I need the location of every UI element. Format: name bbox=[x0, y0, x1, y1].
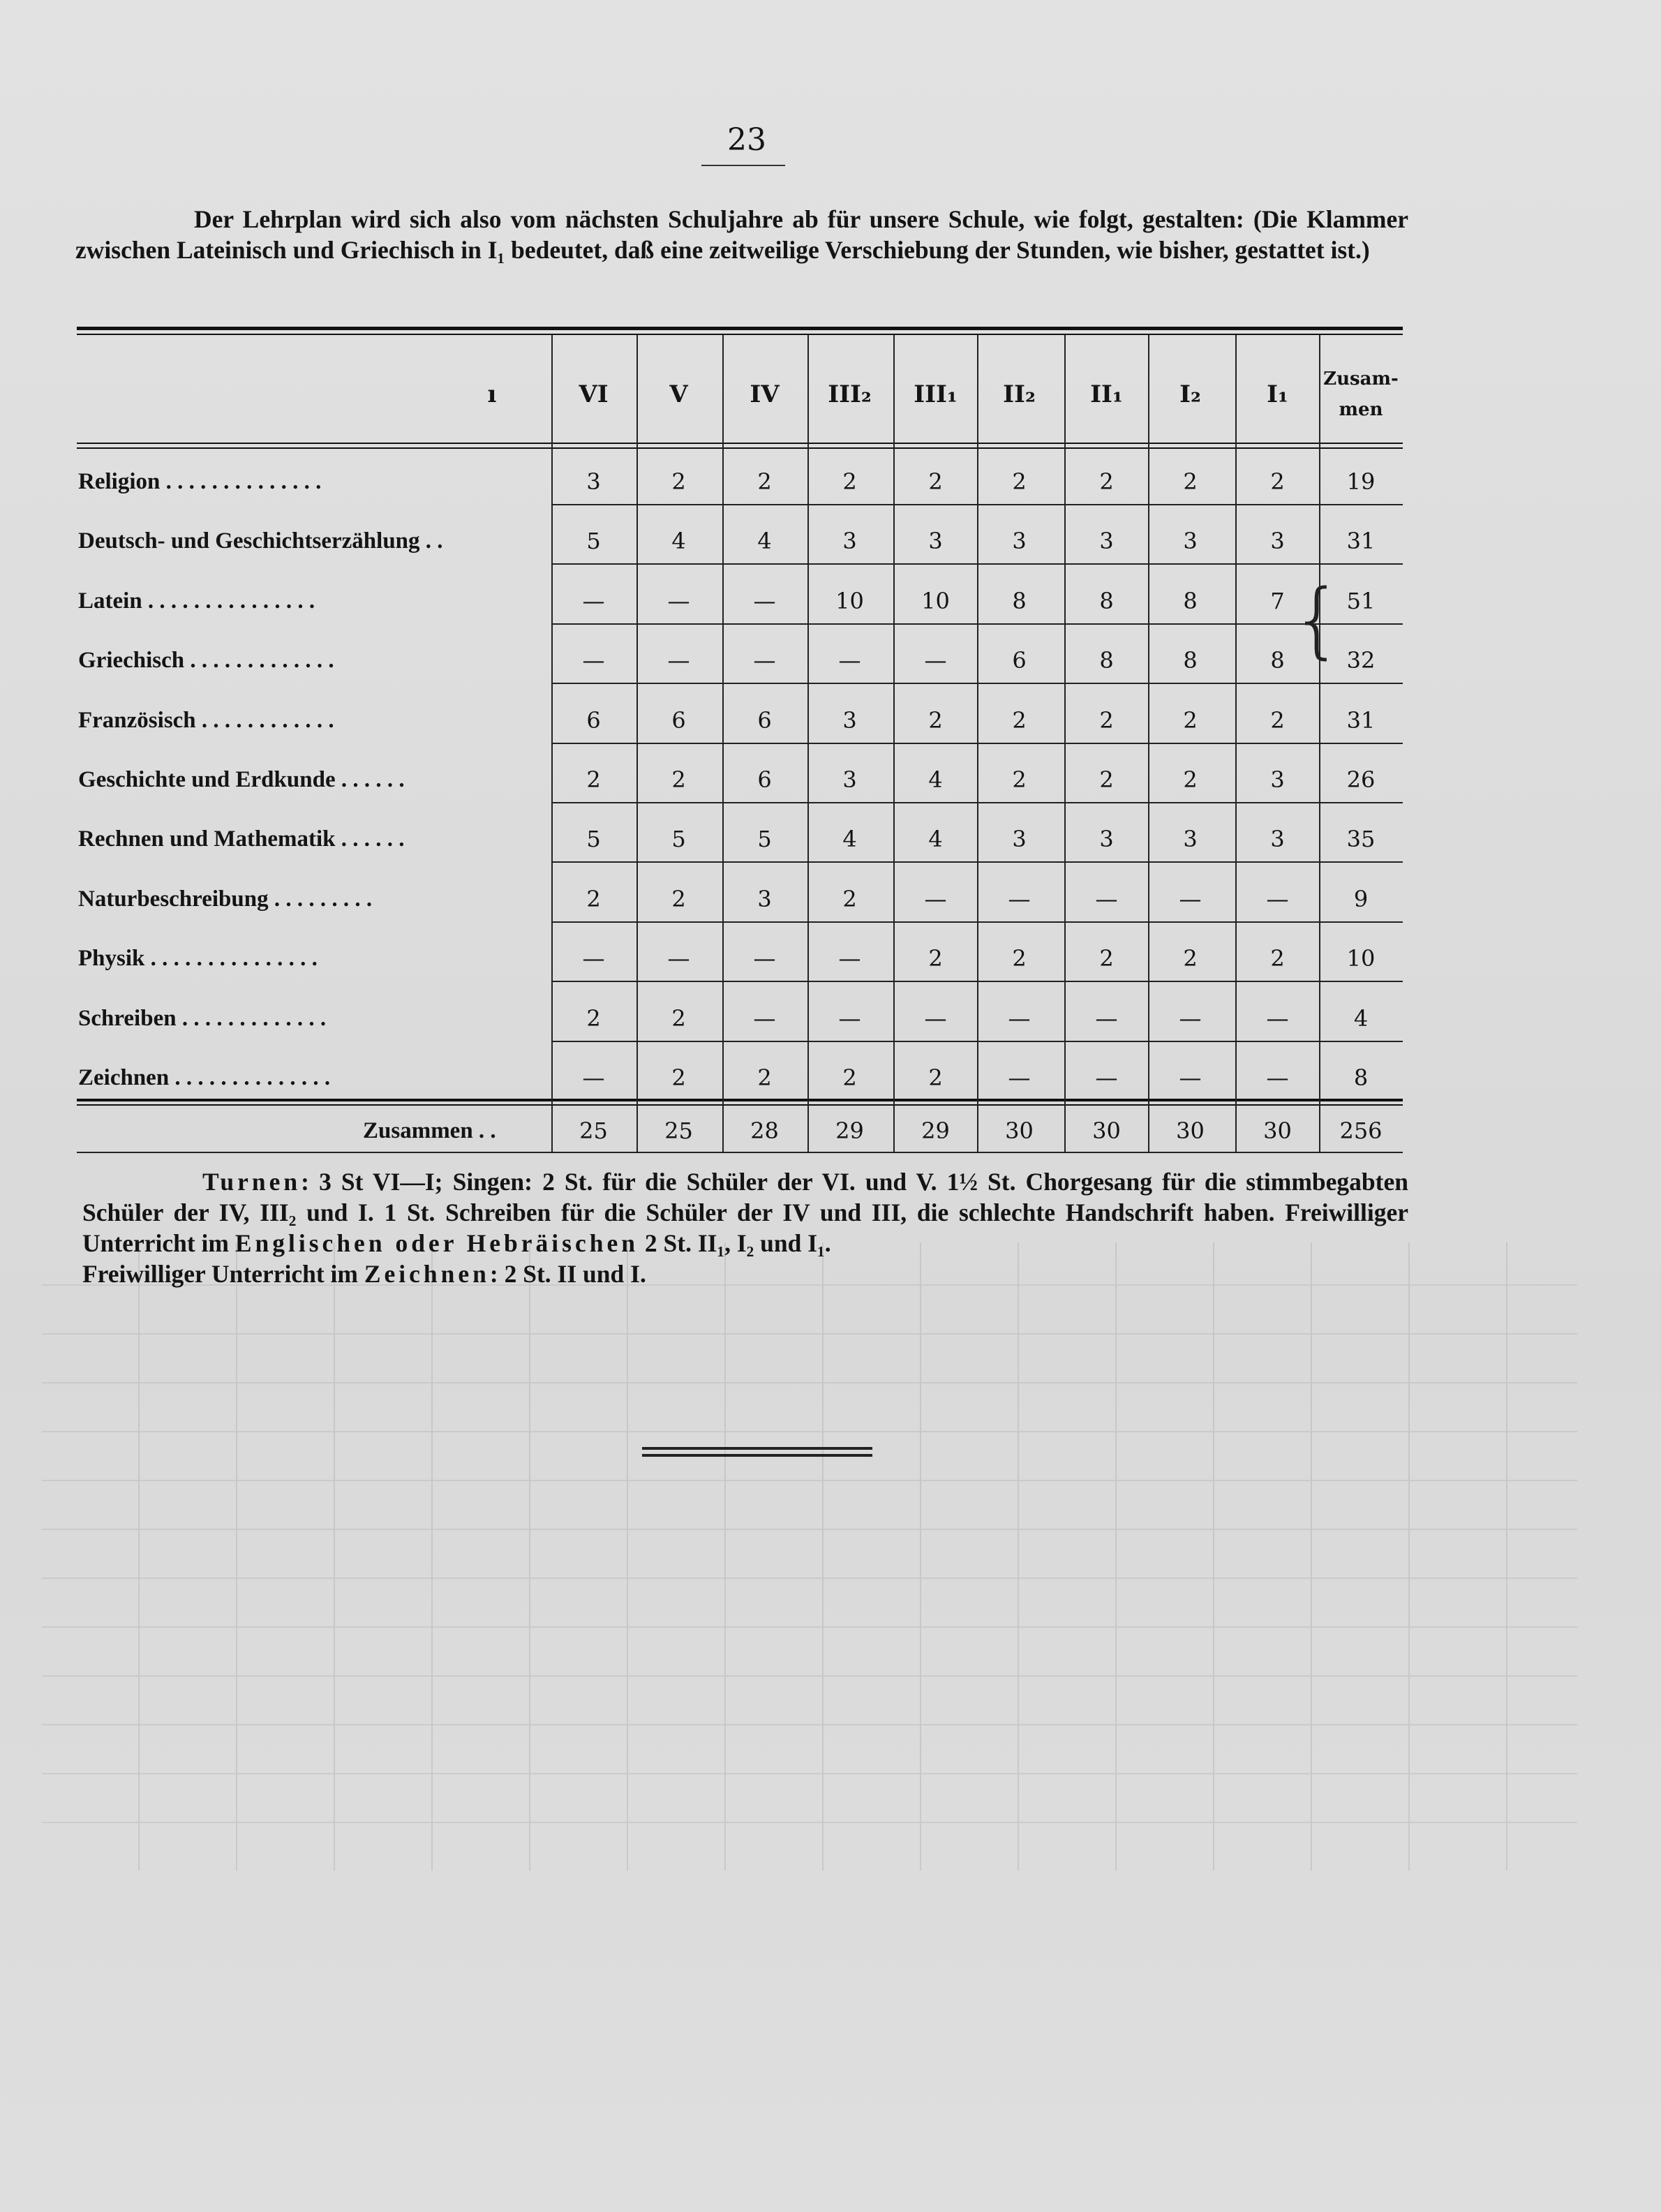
column-header: V bbox=[669, 380, 688, 408]
row-subject: Schreiben . . . . . . . . . . . . . bbox=[78, 1005, 327, 1031]
table-cell: 3 bbox=[1183, 826, 1198, 853]
table-cell: 3 bbox=[1183, 528, 1198, 555]
table-cell: 3 bbox=[586, 468, 601, 495]
table-cell: 2 bbox=[842, 1064, 857, 1091]
table-cell: 6 bbox=[586, 706, 601, 734]
table-top-rule-thin bbox=[77, 334, 1403, 335]
column-header: I₂ bbox=[1179, 380, 1201, 408]
table-cell: — bbox=[924, 647, 947, 674]
notes-paragraph bbox=[82, 1166, 1408, 1289]
row-subject: Naturbeschreibung . . . . . . . . . bbox=[78, 886, 373, 912]
table-cell: — bbox=[753, 1004, 776, 1032]
table-cell: 6 bbox=[1012, 647, 1027, 674]
table-cell: 2 bbox=[757, 1064, 772, 1091]
table-cell: — bbox=[582, 945, 605, 972]
table-cell: — bbox=[924, 885, 947, 912]
table-cell: 7 bbox=[1270, 587, 1285, 614]
row-subject: Geschichte und Erdkunde . . . . . . bbox=[78, 767, 405, 792]
row-rule bbox=[551, 743, 1403, 744]
table-cell: 2 bbox=[1099, 706, 1114, 734]
sum-total-cell: 256 bbox=[1339, 1118, 1383, 1144]
table-cell: 2 bbox=[1183, 706, 1198, 734]
column-header: III₁ bbox=[914, 380, 958, 408]
row-rule bbox=[551, 683, 1403, 684]
row-rule bbox=[551, 563, 1403, 565]
table-cell: 3 bbox=[1270, 826, 1285, 853]
row-rule bbox=[551, 802, 1403, 803]
table-cell: 2 bbox=[928, 468, 943, 495]
sum-cell: 25 bbox=[579, 1118, 608, 1144]
table-cell: — bbox=[838, 945, 861, 972]
row-total-cell: 10 bbox=[1346, 945, 1376, 972]
row-rule bbox=[551, 861, 1403, 863]
table-cell: — bbox=[667, 647, 690, 674]
table-cell: 2 bbox=[1183, 945, 1198, 972]
table-cell: 3 bbox=[842, 528, 857, 555]
englisch-label: Englischen bbox=[234, 1229, 386, 1257]
table-cell: 3 bbox=[1099, 826, 1114, 853]
table-cell: 5 bbox=[671, 826, 686, 853]
sum-cell: 30 bbox=[1263, 1118, 1292, 1144]
table-cell: — bbox=[667, 587, 690, 614]
hebraeisch-label: Hebräischen bbox=[466, 1229, 639, 1257]
table-cell: 3 bbox=[1012, 826, 1027, 853]
table-cell: 2 bbox=[1270, 468, 1285, 495]
table-cell: 3 bbox=[1270, 528, 1285, 555]
table-cell: — bbox=[1179, 885, 1202, 912]
table-cell: 5 bbox=[586, 528, 601, 555]
row-total-cell: 31 bbox=[1346, 706, 1376, 734]
table-cell: 3 bbox=[1270, 766, 1285, 793]
table-cell: 3 bbox=[842, 766, 857, 793]
notes-text-3: Freiwilliger Unterricht im bbox=[82, 1260, 364, 1288]
table-cell: 2 bbox=[1012, 706, 1027, 734]
table-cell: — bbox=[753, 945, 776, 972]
bleed-through-texture bbox=[42, 1242, 1577, 1871]
table-cell: 10 bbox=[835, 587, 864, 614]
table-top-rule bbox=[77, 327, 1403, 330]
column-header: II₂ bbox=[1003, 380, 1036, 408]
table-cell: 2 bbox=[586, 885, 601, 912]
table-cell: 2 bbox=[928, 1064, 943, 1091]
intro-paragraph: Der Lehrplan wird sich also vom nächsten Schuljahre ab für unsere Schule, wie folgt, gestalten: (Die Klammer zwischen Lateinisch und Griechisch in I₁ bedeutet, daß eine zeitweilige Verschiebung der Stunden, wie bisher, gestattet ist.) bbox=[75, 205, 1408, 264]
page-number: 23 bbox=[727, 122, 766, 158]
table-cell: 2 bbox=[1012, 766, 1027, 793]
total-header-line-1: Zusam- bbox=[1323, 369, 1399, 389]
table-bottom-rule bbox=[77, 1152, 1403, 1153]
table-cell: 2 bbox=[1183, 766, 1198, 793]
table-cell: 2 bbox=[586, 766, 601, 793]
table-cell: 3 bbox=[928, 528, 943, 555]
table-cell: 5 bbox=[586, 826, 601, 853]
table-cell: — bbox=[1266, 1004, 1289, 1032]
header-mark: ı bbox=[487, 380, 497, 408]
row-subject: Französisch . . . . . . . . . . . . bbox=[78, 707, 334, 733]
table-cell: 6 bbox=[757, 706, 772, 734]
column-header: VI bbox=[579, 380, 609, 408]
table-cell: 2 bbox=[842, 885, 857, 912]
table-cell: 8 bbox=[1183, 587, 1198, 614]
table-cell: 2 bbox=[1012, 468, 1027, 495]
table-cell: — bbox=[1266, 1064, 1289, 1091]
sum-cell: 30 bbox=[1092, 1118, 1121, 1144]
row-total-cell: 8 bbox=[1353, 1064, 1369, 1091]
row-rule bbox=[551, 921, 1403, 923]
end-double-rule-top bbox=[642, 1447, 872, 1450]
column-header: II₁ bbox=[1090, 380, 1123, 408]
sum-cell: 30 bbox=[1176, 1118, 1205, 1144]
end-double-rule-bottom bbox=[642, 1454, 872, 1457]
table-cell: 2 bbox=[1099, 766, 1114, 793]
turnen-label: Turnen bbox=[202, 1168, 301, 1196]
sum-cell: 29 bbox=[921, 1118, 950, 1144]
table-cell: 8 bbox=[1099, 587, 1114, 614]
column-header-total bbox=[1319, 356, 1403, 433]
table-cell: 8 bbox=[1099, 647, 1114, 674]
table-cell: 2 bbox=[1012, 945, 1027, 972]
table-cell: — bbox=[1095, 1064, 1118, 1091]
table-cell: 2 bbox=[928, 945, 943, 972]
sum-top-rule bbox=[77, 1099, 1403, 1101]
table-cell: — bbox=[1095, 1004, 1118, 1032]
table-cell: 8 bbox=[1270, 647, 1285, 674]
table-cell: 3 bbox=[757, 885, 772, 912]
row-total-cell: 32 bbox=[1346, 647, 1376, 674]
table-cell: — bbox=[1179, 1004, 1202, 1032]
table-cell: 6 bbox=[671, 706, 686, 734]
row-total-cell: 19 bbox=[1346, 468, 1376, 495]
table-cell: 2 bbox=[1183, 468, 1198, 495]
row-total-cell: 31 bbox=[1346, 528, 1376, 555]
row-subject: Griechisch . . . . . . . . . . . . . bbox=[78, 648, 334, 674]
table-cell: — bbox=[582, 647, 605, 674]
table-cell: 2 bbox=[928, 706, 943, 734]
table-cell: — bbox=[1266, 885, 1289, 912]
table-cell: 2 bbox=[1270, 945, 1285, 972]
table-cell: 2 bbox=[1270, 706, 1285, 734]
row-subject: Zeichnen . . . . . . . . . . . . . . bbox=[78, 1065, 331, 1090]
latin-greek-brace: { bbox=[1291, 571, 1344, 667]
table-cell: 6 bbox=[757, 766, 772, 793]
table-cell: 2 bbox=[1099, 945, 1114, 972]
table-cell: 4 bbox=[757, 528, 772, 555]
table-cell: 4 bbox=[928, 826, 943, 853]
table-cell: 2 bbox=[671, 1004, 686, 1032]
table-cell: 8 bbox=[1012, 587, 1027, 614]
notes-text-2: 2 St. II₁, I₂ und I₁. bbox=[639, 1229, 831, 1257]
table-cell: 2 bbox=[1099, 468, 1114, 495]
column-header: III₂ bbox=[828, 380, 872, 408]
table-cell: — bbox=[1008, 1004, 1031, 1032]
page-number-underline bbox=[701, 165, 785, 166]
row-total-cell: 9 bbox=[1353, 885, 1369, 912]
table-cell: — bbox=[838, 647, 861, 674]
table-cell: 4 bbox=[671, 528, 686, 555]
table-cell: 10 bbox=[921, 587, 950, 614]
row-subject: Latein . . . . . . . . . . . . . . . bbox=[78, 588, 315, 614]
table-cell: — bbox=[924, 1004, 947, 1032]
row-total-cell: 26 bbox=[1346, 766, 1376, 793]
table-cell: 3 bbox=[842, 706, 857, 734]
row-total-cell: 51 bbox=[1346, 587, 1376, 614]
table-cell: 8 bbox=[1183, 647, 1198, 674]
table-cell: — bbox=[667, 945, 690, 972]
row-subject: Rechnen und Mathematik . . . . . . bbox=[78, 826, 405, 852]
table-cell: — bbox=[1095, 885, 1118, 912]
notes-text-1: : 3 St VI—I; Singen: 2 St. für die Schüler der VI. und V. 1½ St. Chorgesang für die stimmbegabten Schüler der IV, III₂ und I. 1 St. Schreiben für die Schüler der IV und III, die schlechte Handschrift haben. Freiwilliger Unterricht im bbox=[82, 1168, 1408, 1257]
column-header: I₁ bbox=[1267, 380, 1288, 408]
table-cell: 5 bbox=[757, 826, 772, 853]
sum-label: Zusammen . . bbox=[363, 1118, 496, 1143]
row-subject: Religion . . . . . . . . . . . . . . bbox=[78, 469, 322, 494]
table-cell: 2 bbox=[842, 468, 857, 495]
total-header-line-2: men bbox=[1339, 399, 1383, 420]
table-cell: 2 bbox=[586, 1004, 601, 1032]
row-rule bbox=[551, 981, 1403, 982]
header-bottom-rule bbox=[77, 443, 1403, 444]
table-cell: — bbox=[582, 1064, 605, 1091]
table-cell: 4 bbox=[928, 766, 943, 793]
row-total-cell: 4 bbox=[1353, 1004, 1369, 1032]
table-cell: 3 bbox=[1012, 528, 1027, 555]
table-cell: 2 bbox=[671, 885, 686, 912]
oder-text: oder bbox=[385, 1229, 467, 1257]
table-cell: 3 bbox=[1099, 528, 1114, 555]
notes-text-4: : 2 St. II und I. bbox=[489, 1260, 646, 1288]
row-rule bbox=[551, 623, 1403, 625]
table-cell: — bbox=[582, 587, 605, 614]
sum-cell: 25 bbox=[664, 1118, 693, 1144]
row-total-cell: 35 bbox=[1346, 826, 1376, 853]
zeichnen-label: Zeichnen bbox=[364, 1260, 490, 1288]
sum-cell: 28 bbox=[750, 1118, 779, 1144]
table-cell: 4 bbox=[842, 826, 857, 853]
table-cell: 2 bbox=[671, 1064, 686, 1091]
table-cell: — bbox=[753, 587, 776, 614]
table-cell: — bbox=[1179, 1064, 1202, 1091]
table-cell: 2 bbox=[671, 766, 686, 793]
table-cell: — bbox=[1008, 1064, 1031, 1091]
row-subject: Deutsch- und Geschichtserzählung . . bbox=[78, 528, 443, 554]
sum-top-rule-thin bbox=[77, 1104, 1403, 1106]
table-cell: — bbox=[838, 1004, 861, 1032]
row-subject: Physik . . . . . . . . . . . . . . . bbox=[78, 946, 318, 972]
row-rule bbox=[551, 1041, 1403, 1042]
table-cell: — bbox=[753, 647, 776, 674]
sum-cell: 29 bbox=[835, 1118, 864, 1144]
sum-cell: 30 bbox=[1005, 1118, 1034, 1144]
table-cell: 2 bbox=[757, 468, 772, 495]
table-cell: 2 bbox=[671, 468, 686, 495]
header-bottom-rule-2 bbox=[77, 447, 1403, 449]
row-rule bbox=[551, 504, 1403, 505]
table-cell: — bbox=[1008, 885, 1031, 912]
column-header: IV bbox=[750, 380, 780, 408]
